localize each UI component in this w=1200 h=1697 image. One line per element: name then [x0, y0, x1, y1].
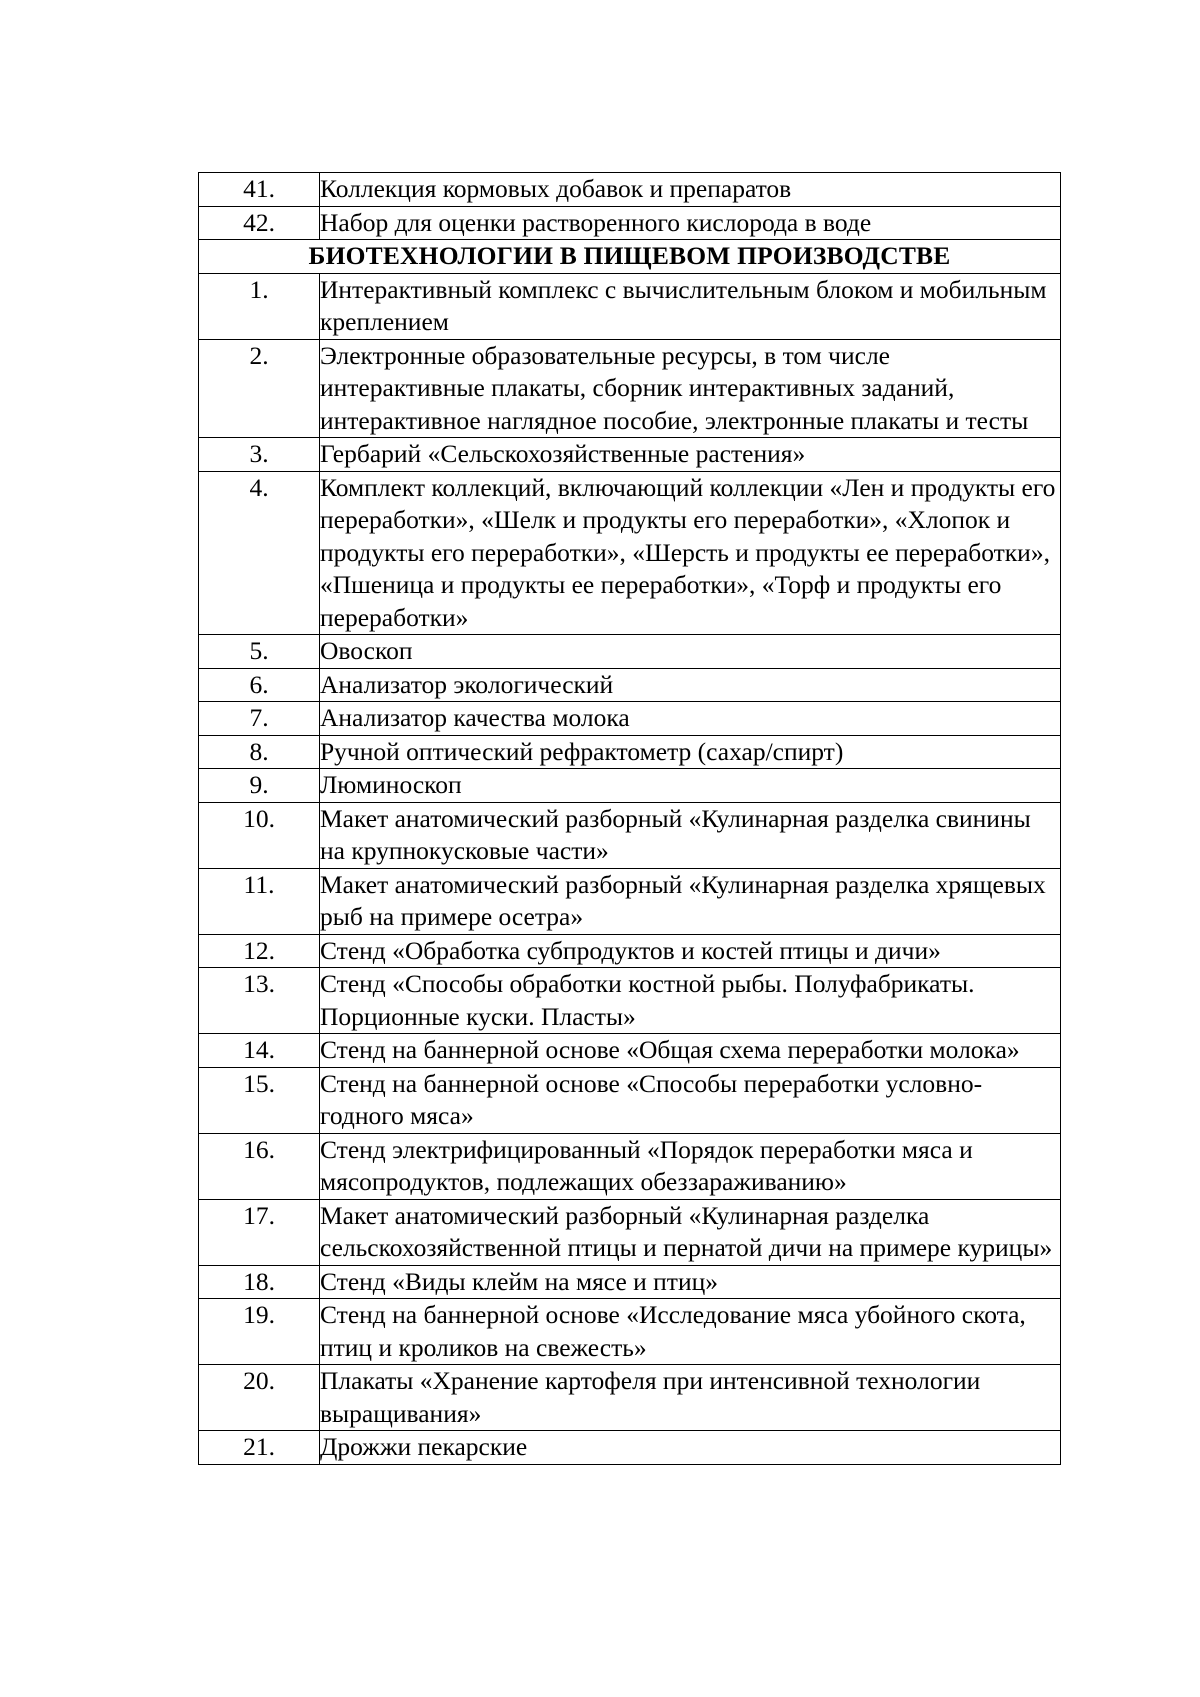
table-row [199, 438, 1061, 472]
row-number: 10. [199, 802, 320, 868]
row-text: Гербарий «Сельскохозяйственные растения» [320, 438, 1061, 472]
row-number: 16. [199, 1133, 320, 1199]
table-row [199, 1365, 1061, 1431]
table-row [199, 1431, 1061, 1465]
row-text: Стенд электрифицированный «Порядок переработки мяса и мясопродуктов, подлежащих обеззараживанию» [320, 1133, 1061, 1199]
row-text: Стенд на баннерной основе «Исследование мяса убойного скота, птиц и кроликов на свежесть» [320, 1299, 1061, 1365]
row-number: 8. [199, 735, 320, 769]
table-row [199, 1199, 1061, 1265]
table-row [199, 471, 1061, 635]
row-number: 18. [199, 1265, 320, 1299]
row-number: 12. [199, 934, 320, 968]
table-row [199, 968, 1061, 1034]
row-text: Анализатор экологический [320, 668, 1061, 702]
table-row [199, 1034, 1061, 1068]
table-row [199, 1133, 1061, 1199]
table-row [199, 273, 1061, 339]
row-text: Стенд «Виды клейм на мясе и птиц» [320, 1265, 1061, 1299]
equipment-table [198, 172, 1061, 1465]
row-text: Макет анатомический разборный «Кулинарная разделка хрящевых рыб на примере осетра» [320, 868, 1061, 934]
row-text: Электронные образовательные ресурсы, в том числе интерактивные плакаты, сборник интерактивных заданий, интерактивное наглядное пособие, электронные плакаты и тесты [320, 339, 1061, 438]
row-text: Интерактивный комплекс с вычислительным блоком и мобильным креплением [320, 273, 1061, 339]
row-number: 19. [199, 1299, 320, 1365]
row-number: 7. [199, 702, 320, 736]
table-row [199, 802, 1061, 868]
row-number: 1. [199, 273, 320, 339]
row-text: Стенд на баннерной основе «Общая схема переработки молока» [320, 1034, 1061, 1068]
table-row [199, 735, 1061, 769]
row-text: Плакаты «Хранение картофеля при интенсивной технологии выращивания» [320, 1365, 1061, 1431]
table-row [199, 173, 1061, 207]
row-text: Овоскоп [320, 635, 1061, 669]
row-number: 9. [199, 769, 320, 803]
row-text: Люминоскоп [320, 769, 1061, 803]
row-number: 42. [199, 206, 320, 240]
row-number: 4. [199, 471, 320, 635]
table-row [199, 1299, 1061, 1365]
section-header-row [199, 240, 1061, 274]
row-number: 3. [199, 438, 320, 472]
row-number: 14. [199, 1034, 320, 1068]
row-text: Макет анатомический разборный «Кулинарная разделка свинины на крупнокусковые части» [320, 802, 1061, 868]
table-row [199, 1265, 1061, 1299]
row-text: Анализатор качества молока [320, 702, 1061, 736]
row-number: 15. [199, 1067, 320, 1133]
table-row [199, 868, 1061, 934]
table-row [199, 1067, 1061, 1133]
row-text: Стенд «Обработка субпродуктов и костей птицы и дичи» [320, 934, 1061, 968]
row-number: 41. [199, 173, 320, 207]
row-number: 20. [199, 1365, 320, 1431]
equipment-table-body [199, 173, 1061, 1465]
row-text: Ручной оптический рефрактометр (сахар/спирт) [320, 735, 1061, 769]
table-row [199, 702, 1061, 736]
row-text: Комплект коллекций, включающий коллекции «Лен и продукты его переработки», «Шелк и продукты его переработки», «Хлопок и продукты его переработки», «Шерсть и продукты ее переработки», «Пшеница и продукты ее переработки», «Торф и продукты его переработки» [320, 471, 1061, 635]
table-row [199, 934, 1061, 968]
table-row [199, 339, 1061, 438]
row-text: Макет анатомический разборный «Кулинарная разделка сельскохозяйственной птицы и пернатой дичи на примере курицы» [320, 1199, 1061, 1265]
table-row [199, 668, 1061, 702]
row-number: 11. [199, 868, 320, 934]
row-number: 17. [199, 1199, 320, 1265]
row-text: Стенд на баннерной основе «Способы переработки условно-годного мяса» [320, 1067, 1061, 1133]
table-row [199, 635, 1061, 669]
row-text: Дрожжи пекарские [320, 1431, 1061, 1465]
row-text: Коллекция кормовых добавок и препаратов [320, 173, 1061, 207]
row-number: 21. [199, 1431, 320, 1465]
row-number: 6. [199, 668, 320, 702]
section-title: БИОТЕХНОЛОГИИ В ПИЩЕВОМ ПРОИЗВОДСТВЕ [199, 240, 1061, 274]
row-text: Стенд «Способы обработки костной рыбы. Полуфабрикаты. Порционные куски. Пласты» [320, 968, 1061, 1034]
row-text: Набор для оценки растворенного кислорода в воде [320, 206, 1061, 240]
table-row [199, 769, 1061, 803]
row-number: 5. [199, 635, 320, 669]
table-row [199, 206, 1061, 240]
row-number: 13. [199, 968, 320, 1034]
row-number: 2. [199, 339, 320, 438]
